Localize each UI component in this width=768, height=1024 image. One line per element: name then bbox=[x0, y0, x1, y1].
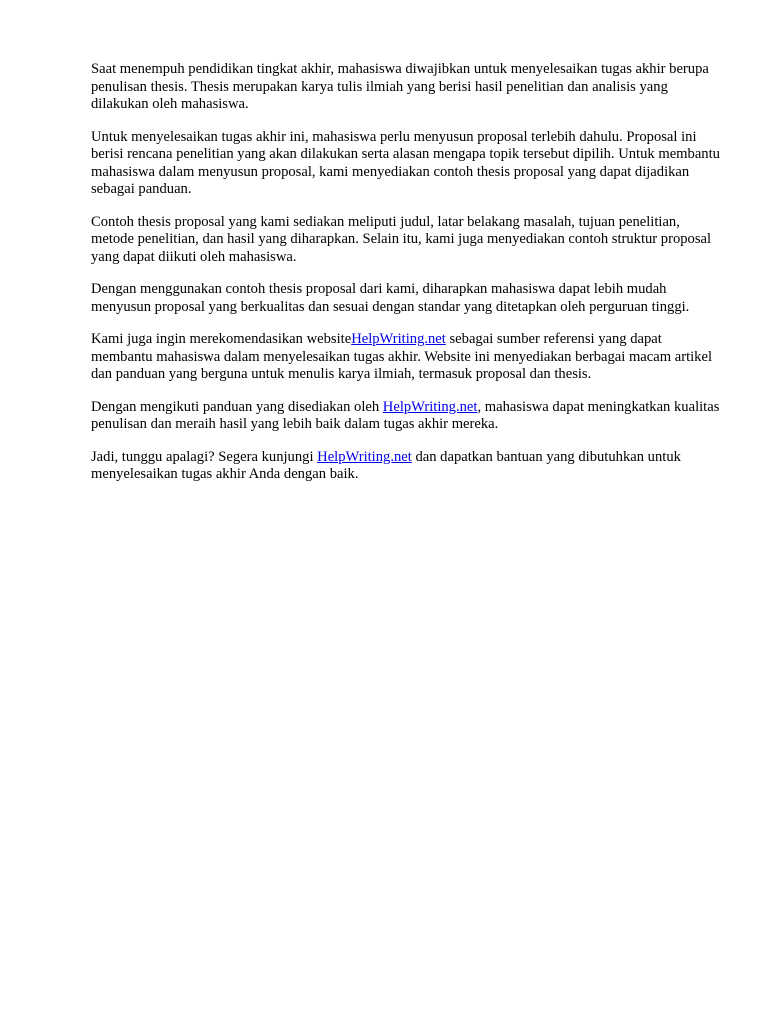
paragraph-guidance-text-after: , mahasiswa dapat meningkatkan kualitas penulisan dan meraih hasil yang lebih baik dalam tugas akhir mereka. bbox=[91, 398, 720, 432]
helpwriting-link-2[interactable]: HelpWriting.net bbox=[382, 398, 478, 415]
paragraph-guidance bbox=[91, 399, 721, 434]
paragraph-benefit: Dengan menggunakan contoh thesis proposal dari kami, diharapkan mahasiswa dapat lebih mudah menyusun proposal yang berkualitas dan sesuai dengan standar yang ditetapkan oleh perguruan tinggi. bbox=[91, 281, 690, 315]
paragraph-call-to-action bbox=[91, 449, 721, 484]
paragraph-cta-text-after: dan dapatkan bantuan yang dibutuhkan untuk menyelesaikan tugas akhir Anda dengan baik. bbox=[91, 448, 681, 482]
paragraph-recommendation bbox=[91, 331, 721, 384]
document-body bbox=[91, 61, 721, 499]
helpwriting-link-1[interactable]: HelpWriting.net bbox=[351, 331, 446, 347]
helpwriting-link-3[interactable]: HelpWriting.net bbox=[317, 448, 412, 465]
paragraph-contents: Contoh thesis proposal yang kami sediakan meliputi judul, latar belakang masalah, tujuan penelitian, metode penelitian, dan hasil yang diharapkan. Selain itu, kami juga menyediakan contoh struktur proposal yang dapat diikuti oleh mahasiswa. bbox=[91, 213, 712, 265]
paragraph-proposal: Untuk menyelesaikan tugas akhir ini, mahasiswa perlu menyusun proposal terlebih dahulu. Proposal ini berisi rencana penelitian yang akan dilakukan serta alasan mengapa topik tersebut dipilih. Untuk membantu mahasiswa dalam menyusun proposal, kami menyediakan contoh thesis proposal yang dapat dijadikan sebagai panduan. bbox=[91, 128, 720, 197]
paragraph-recommendation-text-after: sebagai sumber referensi yang dapat membantu mahasiswa dalam menyelesaikan tugas akhir. Website ini menyediakan berbagai macam artikel dan panduan yang berguna untuk menulis karya ilmiah, termasuk proposal dan thesis. bbox=[91, 331, 713, 382]
paragraph-guidance-text-before: Dengan mengikuti panduan yang disediakan oleh bbox=[91, 398, 383, 415]
paragraph-cta-text-before: Jadi, tunggu apalagi? Segera kunjungi bbox=[91, 448, 318, 465]
paragraph-intro: Saat menempuh pendidikan tingkat akhir, mahasiswa diwajibkan untuk menyelesaikan tugas akhir berupa penulisan thesis. Thesis merupakan karya tulis ilmiah yang berisi hasil penelitian dan analisis yang dilakukan oleh mahasiswa. bbox=[91, 61, 709, 112]
paragraph-recommendation-text-before: Kami juga ingin merekomendasikan website bbox=[91, 331, 352, 347]
